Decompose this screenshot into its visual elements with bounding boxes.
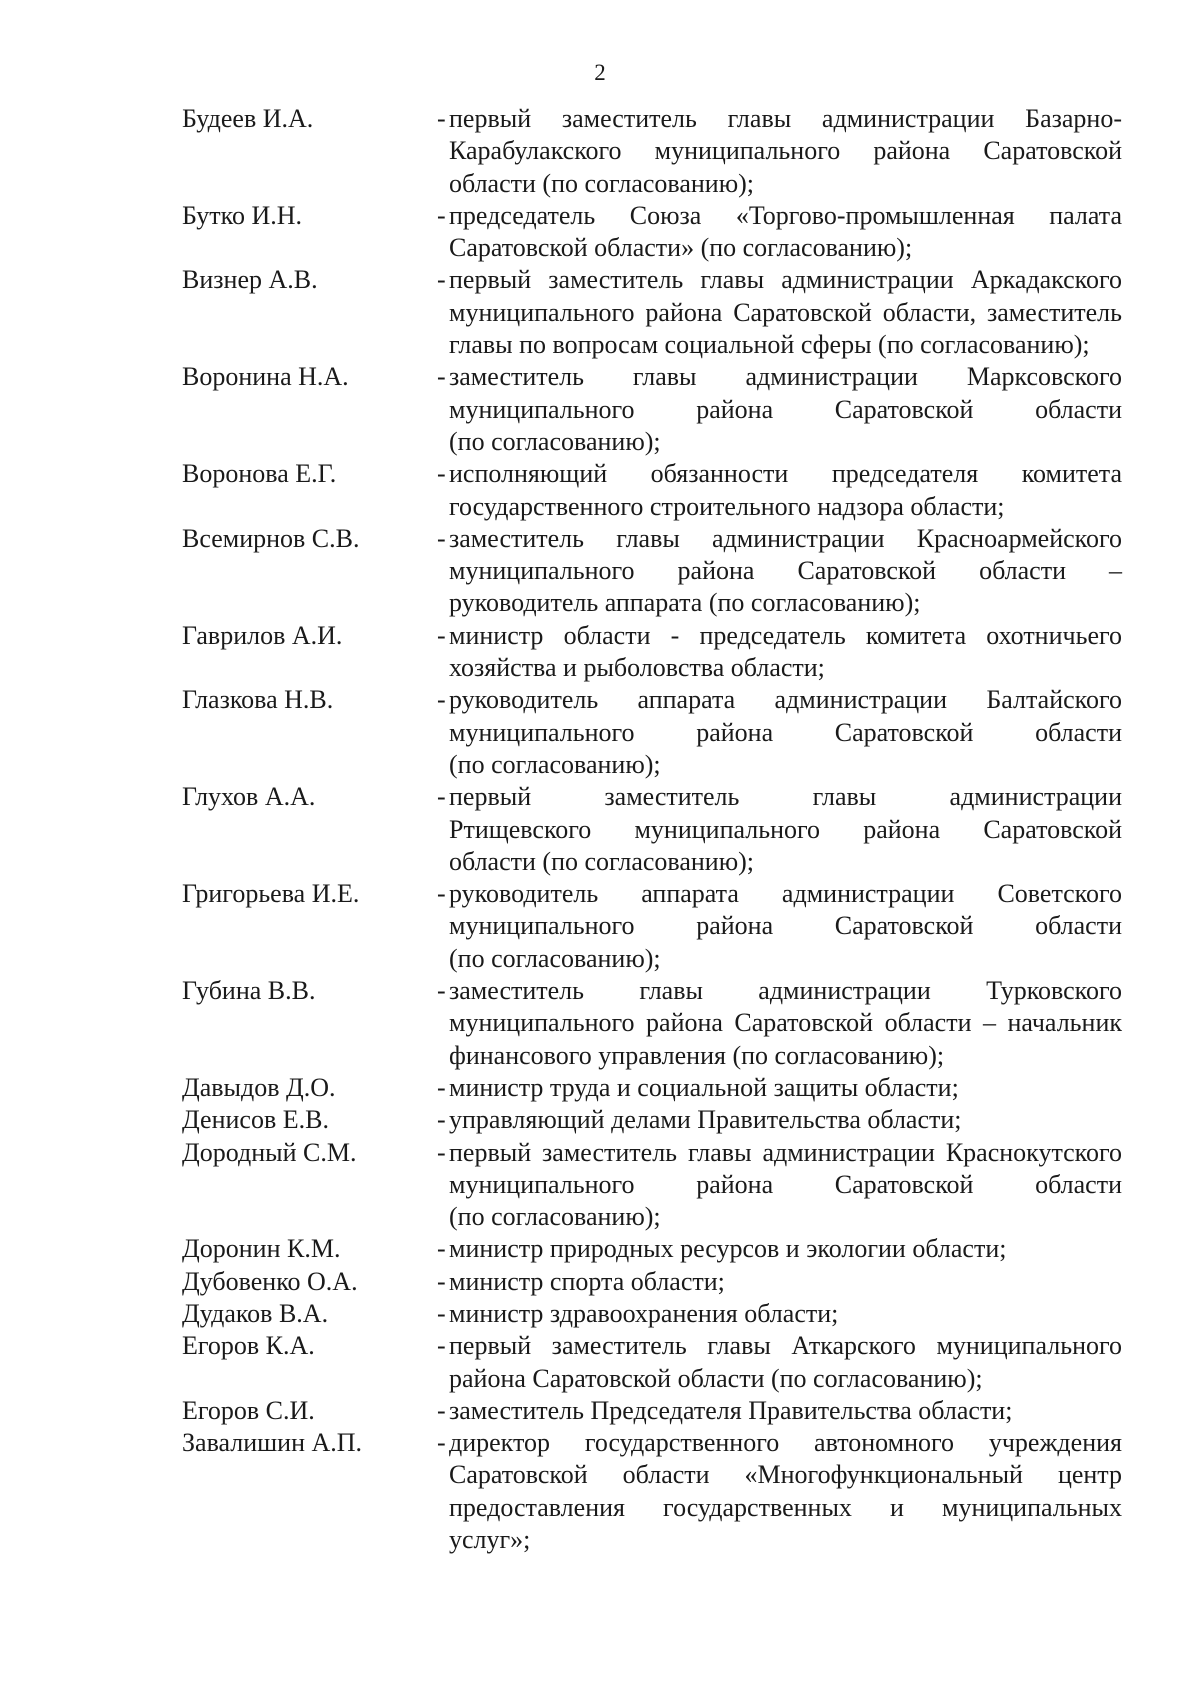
dash-marker: -	[437, 459, 446, 489]
position-line: муниципального района Саратовской области	[449, 717, 1122, 747]
position-line: министр здравоохранения области;	[449, 1298, 839, 1328]
position-line: министр области - председатель комитета охотничьего	[449, 620, 1122, 650]
list-item	[182, 1233, 1122, 1265]
position-line: муниципального района Саратовской области, заместитель	[449, 297, 1122, 327]
list-item	[182, 103, 1122, 200]
position-line: министр труда и социальной защиты области;	[449, 1072, 959, 1102]
dash-marker: -	[437, 104, 446, 133]
dash-marker: -	[437, 685, 446, 715]
position-line: муниципального района Саратовской области	[449, 911, 1122, 941]
member-name: Григорьева И.Е.	[182, 879, 360, 909]
member-position	[449, 975, 1122, 1072]
dash-marker: -	[437, 1428, 446, 1458]
position-line: (по согласованию);	[449, 749, 661, 779]
member-position	[449, 620, 1122, 685]
position-line: руководитель аппарата администрации Балтайского	[449, 685, 1122, 715]
dash-marker: -	[437, 1395, 446, 1425]
dash-marker: -	[437, 1298, 446, 1328]
position-line: заместитель главы администрации Красноармейского	[449, 523, 1122, 553]
position-line: финансового управления (по согласованию);	[449, 1040, 945, 1070]
dash-marker: -	[437, 1234, 446, 1264]
position-line: области (по согласованию);	[449, 846, 755, 876]
list-item	[182, 878, 1122, 975]
list-item	[182, 1137, 1122, 1234]
position-line: руководитель аппарата (по согласованию);	[449, 588, 921, 618]
dash-marker: -	[437, 1137, 446, 1167]
list-item	[182, 1427, 1122, 1556]
position-line: первый заместитель главы администрации	[449, 782, 1122, 812]
member-name: Воронина Н.А.	[182, 362, 349, 392]
member-name: Дубовенко О.А.	[182, 1266, 358, 1296]
dash-marker: -	[437, 1331, 446, 1361]
list-item	[182, 1266, 1122, 1298]
member-position	[449, 458, 1122, 523]
member-name: Будеев И.А.	[182, 104, 314, 133]
position-line: министр природных ресурсов и экологии области;	[449, 1234, 1007, 1264]
position-line: заместитель главы администрации Марксовского	[449, 362, 1122, 392]
dash-marker: -	[437, 976, 446, 1006]
list-item	[182, 1298, 1122, 1330]
position-line: (по согласованию);	[449, 426, 661, 456]
position-line: (по согласованию);	[449, 1202, 661, 1232]
dash-marker: -	[437, 1105, 446, 1135]
dash-marker: -	[437, 523, 446, 553]
position-line: муниципального района Саратовской области	[449, 1169, 1122, 1199]
member-position	[449, 200, 1122, 265]
list-item	[182, 781, 1122, 878]
member-position	[449, 264, 1122, 361]
position-line: первый заместитель главы администрации Аркадакского	[449, 265, 1122, 295]
member-position	[449, 1072, 1122, 1104]
position-line: хозяйства и рыболовства области;	[449, 653, 825, 683]
position-line: муниципального района Саратовской области –	[449, 556, 1122, 586]
dash-marker: -	[437, 1266, 446, 1296]
list-item	[182, 458, 1122, 523]
member-list	[182, 103, 1122, 1556]
position-line: (по согласованию);	[449, 943, 661, 973]
dash-marker: -	[437, 362, 446, 392]
position-line: руководитель аппарата администрации Советского	[449, 879, 1122, 909]
member-name: Доронин К.М.	[182, 1234, 341, 1264]
member-position	[449, 878, 1122, 975]
position-line: муниципального района Саратовской области	[449, 394, 1122, 424]
member-position	[449, 523, 1122, 620]
dash-marker: -	[437, 265, 446, 295]
list-item	[182, 1072, 1122, 1104]
member-name: Егоров К.А.	[182, 1331, 315, 1361]
position-line: района Саратовской области (по согласованию);	[449, 1363, 983, 1393]
member-position	[449, 1395, 1122, 1427]
position-line: услуг»;	[449, 1525, 531, 1555]
position-line: Карабулакского муниципального района Саратовской	[449, 136, 1122, 166]
position-line: Саратовской области» (по согласованию);	[449, 233, 913, 263]
member-name: Воронова Е.Г.	[182, 459, 337, 489]
position-line: государственного строительного надзора области;	[449, 491, 1005, 521]
member-position	[449, 1233, 1122, 1265]
member-name: Гаврилов А.И.	[182, 620, 343, 650]
position-line: управляющий делами Правительства области;	[449, 1105, 962, 1135]
member-position	[449, 1137, 1122, 1234]
position-line: первый заместитель главы администрации Краснокутского	[449, 1137, 1122, 1167]
dash-marker: -	[437, 620, 446, 650]
position-line: области (по согласованию);	[449, 168, 755, 198]
list-item	[182, 1395, 1122, 1427]
page-number: 2	[594, 60, 606, 85]
position-line: председатель Союза «Торгово-промышленная палата	[449, 200, 1122, 230]
member-position	[449, 103, 1122, 200]
list-item	[182, 200, 1122, 265]
member-position	[449, 1298, 1122, 1330]
member-name: Бутко И.Н.	[182, 200, 303, 230]
position-line: Ртищевского муниципального района Саратовской	[449, 814, 1122, 844]
member-position	[449, 1266, 1122, 1298]
member-name: Всемирнов С.В.	[182, 523, 360, 553]
dash-marker: -	[437, 1072, 446, 1102]
position-line: министр спорта области;	[449, 1266, 725, 1296]
member-name: Губина В.В.	[182, 976, 316, 1006]
member-name: Денисов Е.В.	[182, 1105, 329, 1135]
position-line: заместитель Председателя Правительства области;	[449, 1395, 1013, 1425]
list-item	[182, 264, 1122, 361]
dash-marker: -	[437, 200, 446, 230]
position-line: исполняющий обязанности председателя комитета	[449, 459, 1122, 489]
dash-marker: -	[437, 879, 446, 909]
member-position	[449, 361, 1122, 458]
member-name: Завалишин А.П.	[182, 1428, 363, 1458]
position-line: предоставления государственных и муниципальных	[449, 1492, 1122, 1522]
position-line: главы по вопросам социальной сферы (по согласованию);	[449, 330, 1090, 360]
list-item	[182, 684, 1122, 781]
position-line: муниципального района Саратовской области – начальник	[449, 1008, 1122, 1038]
member-name: Визнер А.В.	[182, 265, 318, 295]
position-line: Саратовской области «Многофункциональный центр	[449, 1460, 1122, 1490]
member-position	[449, 684, 1122, 781]
list-item	[182, 361, 1122, 458]
position-line: первый заместитель главы администрации Базарно-	[449, 104, 1122, 133]
member-name: Глазкова Н.В.	[182, 685, 334, 715]
list-item	[182, 523, 1122, 620]
member-name: Давыдов Д.О.	[182, 1072, 336, 1102]
member-position	[449, 781, 1122, 878]
list-item	[182, 975, 1122, 1072]
position-line: первый заместитель главы Аткарского муниципального	[449, 1331, 1122, 1361]
member-position	[449, 1427, 1122, 1556]
member-name: Дудаков В.А.	[182, 1298, 329, 1328]
member-position	[449, 1104, 1122, 1136]
member-position	[449, 1330, 1122, 1395]
list-item	[182, 1104, 1122, 1136]
position-line: заместитель главы администрации Турковского	[449, 976, 1122, 1006]
list-item	[182, 1330, 1122, 1395]
member-name: Дородный С.М.	[182, 1137, 357, 1167]
dash-marker: -	[437, 782, 446, 812]
list-item	[182, 620, 1122, 685]
member-name: Егоров С.И.	[182, 1395, 315, 1425]
member-name: Глухов А.А.	[182, 782, 316, 812]
position-line: директор государственного автономного учреждения	[449, 1428, 1122, 1458]
